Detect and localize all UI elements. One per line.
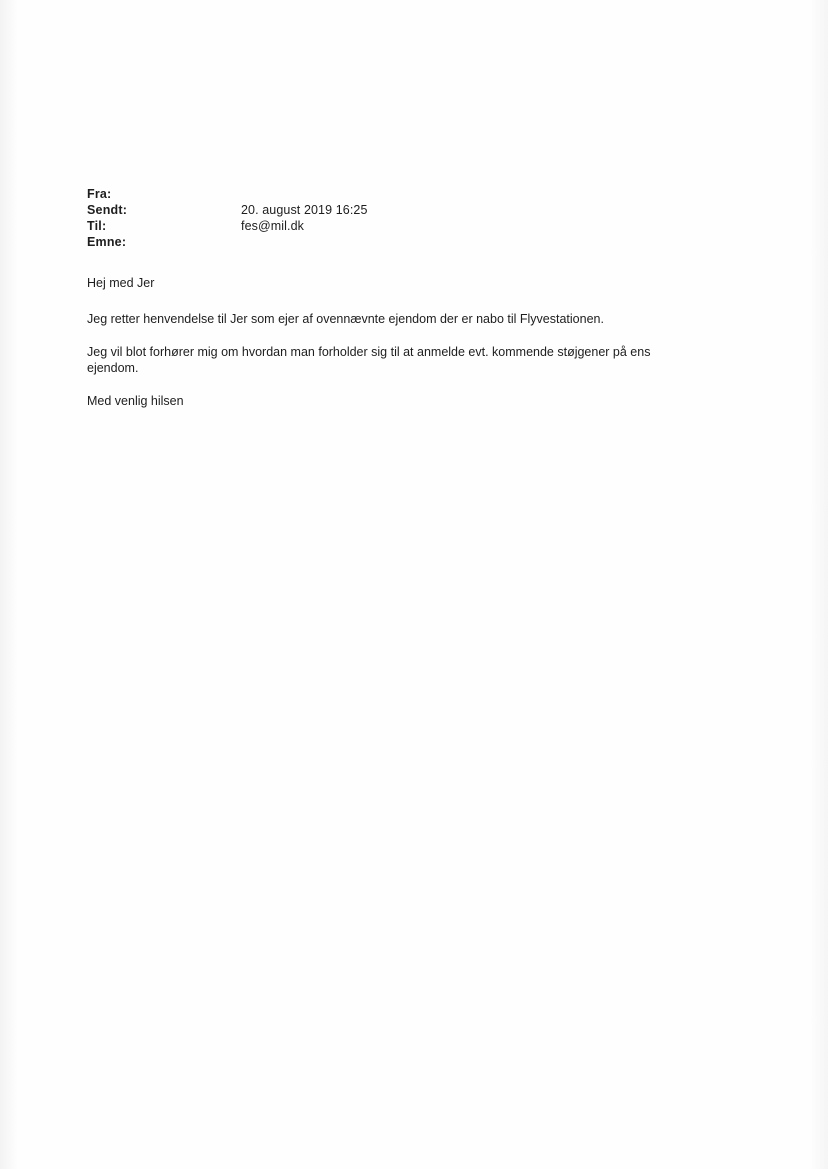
- to-label: Til:: [87, 219, 107, 233]
- sent-value: 20. august 2019 16:25: [241, 203, 368, 217]
- to-value: fes@mil.dk: [241, 219, 305, 233]
- greeting: Hej med Jer: [87, 276, 155, 290]
- header-row-sent: [87, 202, 587, 218]
- email-header: [87, 186, 587, 250]
- paragraph-1: Jeg retter henvendelse til Jer som ejer af ovennævnte ejendom der er nabo til Flyvestationen.: [87, 312, 604, 326]
- sent-label: Sendt:: [87, 203, 128, 217]
- scan-edge-left: [0, 0, 18, 1169]
- from-label: Fra:: [87, 187, 112, 201]
- closing: Med venlig hilsen: [87, 394, 184, 408]
- subject-label: Emne:: [87, 235, 127, 249]
- paragraph-2-line-1: Jeg vil blot forhører mig om hvordan man forholder sig til at anmelde evt. kommende støjgener på ens: [87, 345, 651, 359]
- header-row-to: [87, 218, 587, 234]
- email-body: [87, 275, 687, 427]
- paragraph-2: [87, 344, 687, 376]
- subject-value: [241, 234, 587, 250]
- header-row-subject: [87, 234, 587, 250]
- scan-edge-right: [810, 0, 828, 1169]
- paragraph-2-line-2: ejendom.: [87, 361, 139, 375]
- from-value: [241, 186, 587, 202]
- header-row-from: [87, 186, 587, 202]
